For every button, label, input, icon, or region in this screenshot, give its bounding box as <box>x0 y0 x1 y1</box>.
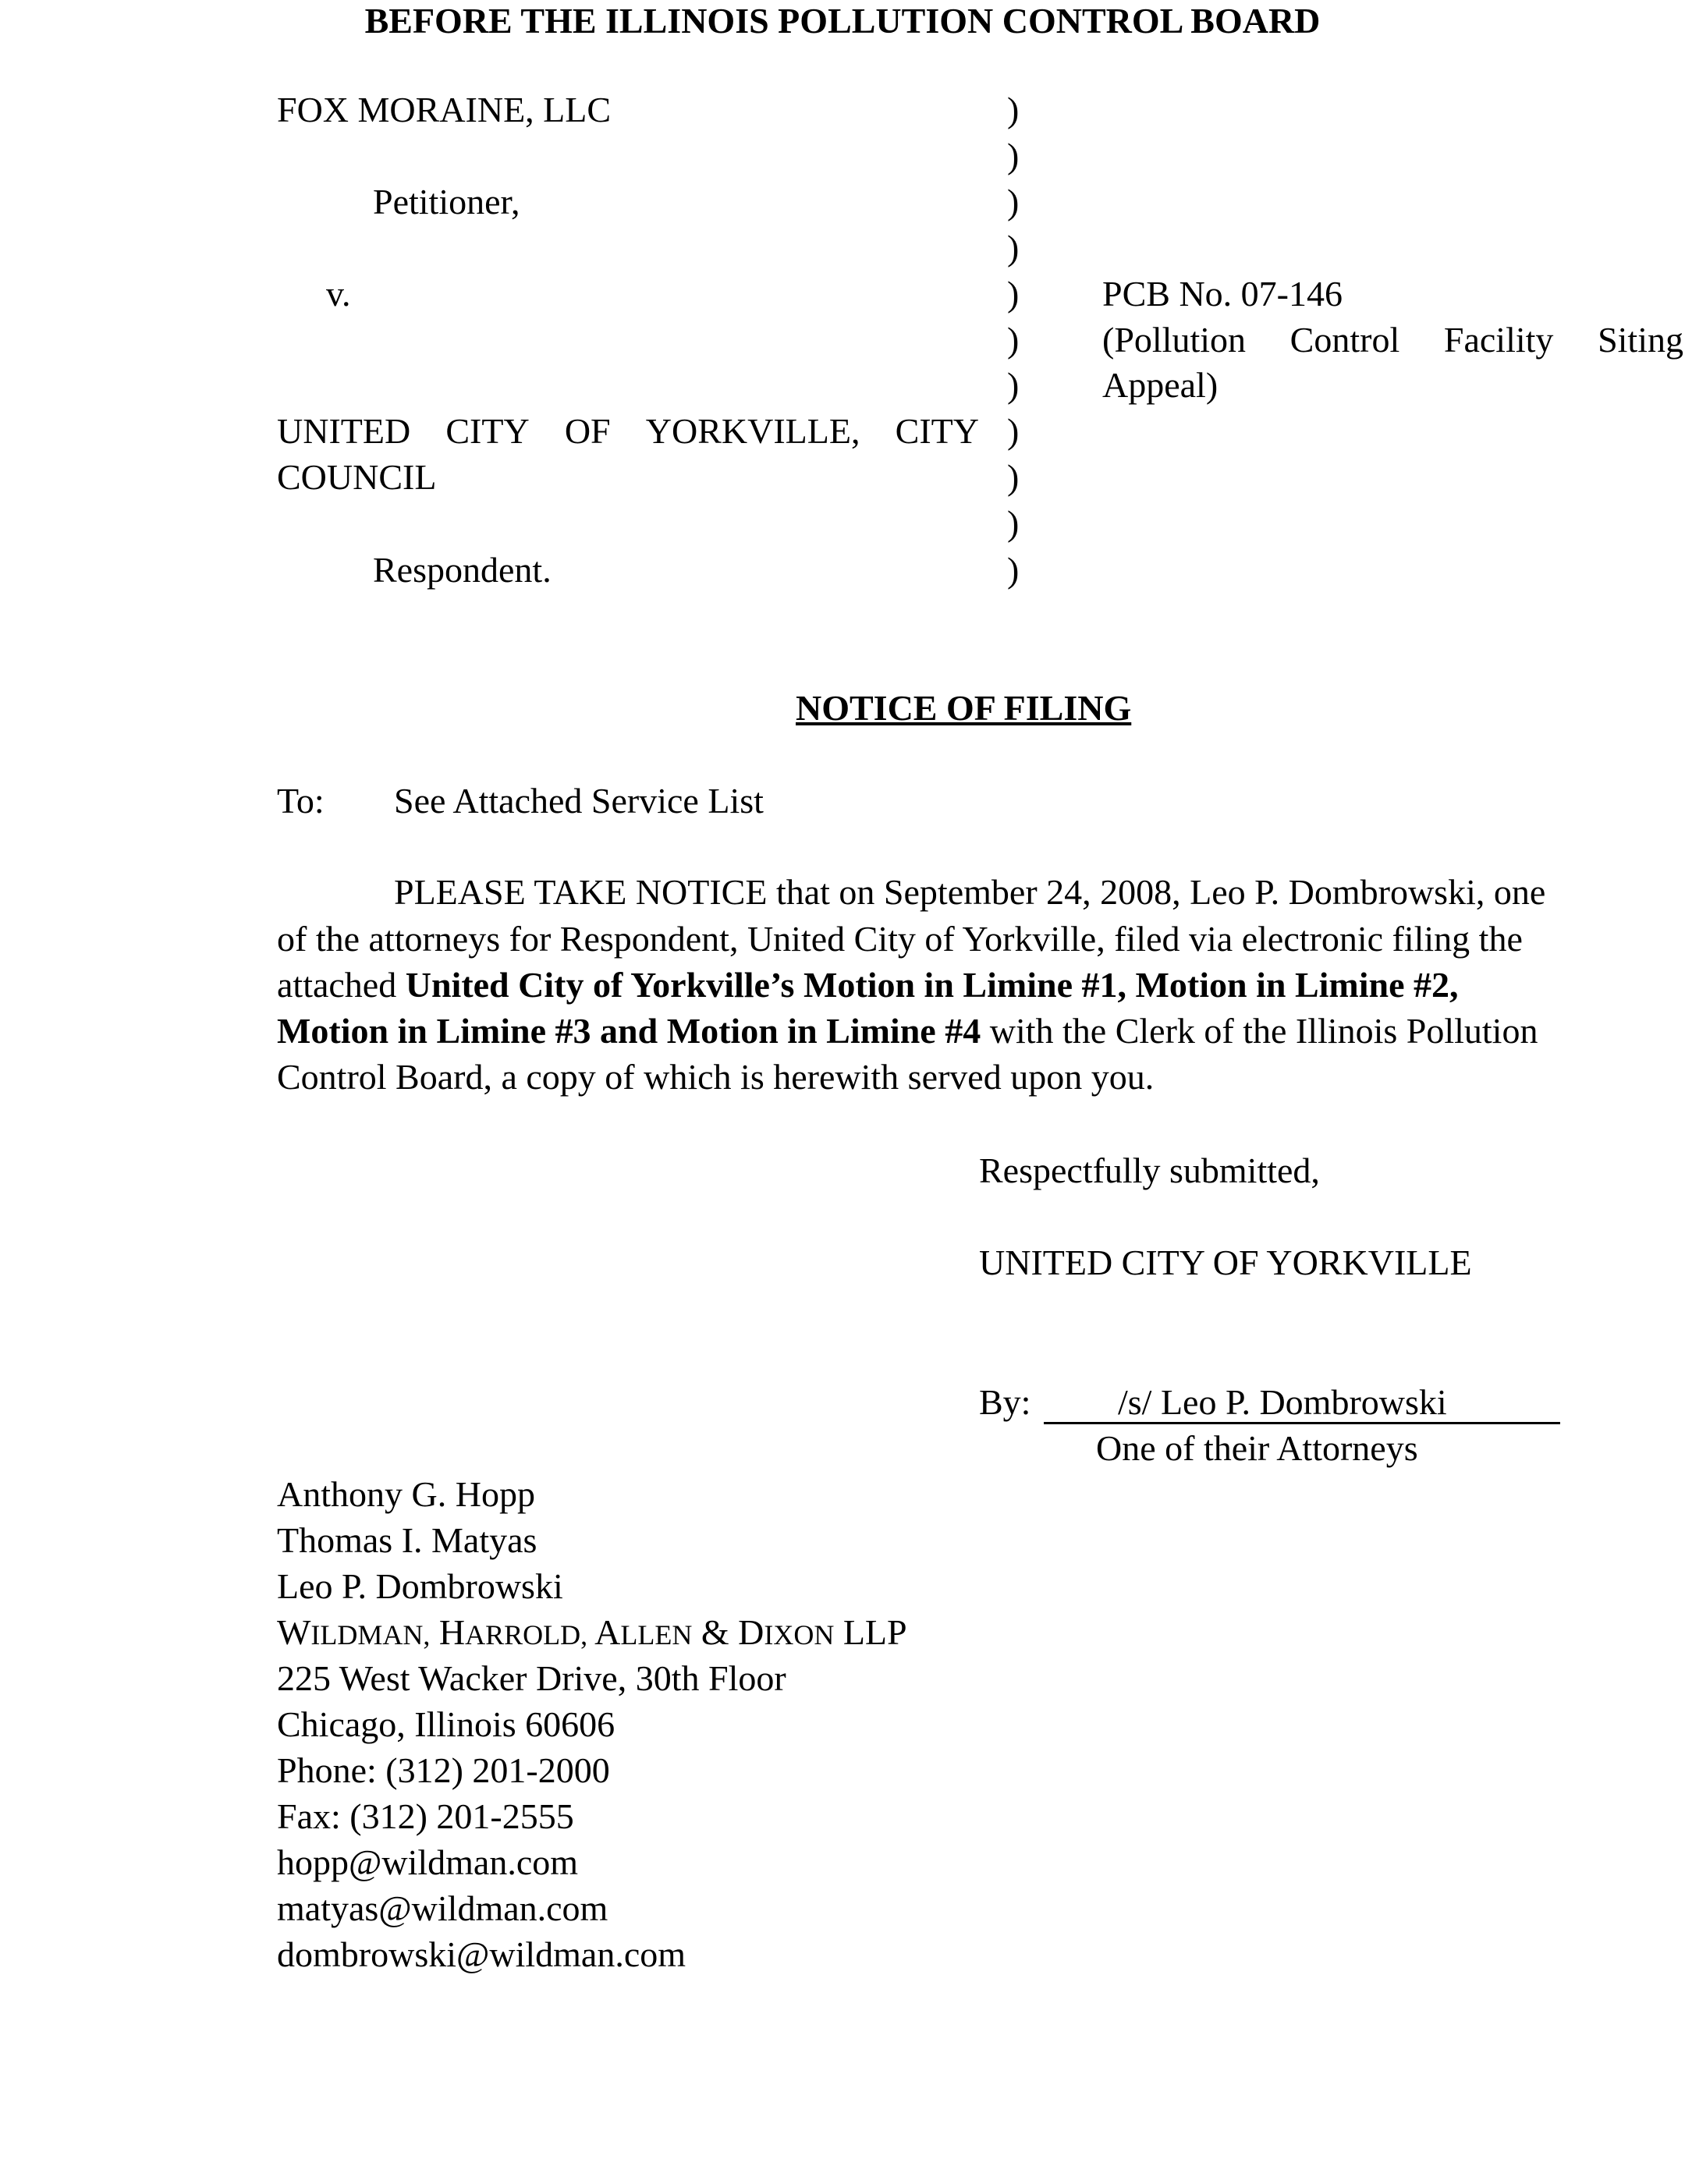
phone: Phone: (312) 201-2000 <box>277 1750 610 1790</box>
address-line: 225 West Wacker Drive, 30th Floor <box>277 1658 786 1698</box>
caption-paren: ) <box>1007 365 1020 405</box>
case-type-word: Facility <box>1443 320 1554 360</box>
firm-initial: W <box>277 1612 311 1652</box>
caption-paren: ) <box>1007 90 1020 129</box>
petitioner-name: FOX MORAINE, LLC <box>277 90 612 129</box>
caption-paren: ) <box>1007 136 1020 176</box>
signature-line <box>1044 1384 1560 1424</box>
case-type-line1 <box>1102 322 1683 358</box>
notice-paragraph-line <box>277 967 1459 1003</box>
case-type-word: (Pollution <box>1102 320 1247 360</box>
caption-paren: ) <box>1007 550 1020 590</box>
notice-heading: NOTICE OF FILING <box>796 688 1132 728</box>
attorney-name: Leo P. Dombrowski <box>277 1566 563 1606</box>
motions-list: United City of Yorkville’s Motion in Limine #1, Motion in Limine #2, <box>405 965 1459 1005</box>
e-signature: /s/ Leo P. Dombrowski <box>1118 1382 1447 1422</box>
closing: Respectfully submitted, <box>979 1150 1320 1190</box>
firm-smallcaps: LLEN <box>620 1619 693 1650</box>
caption-paren: ) <box>1007 182 1020 222</box>
case-type-word: Control <box>1289 320 1400 360</box>
respondent-word: OF <box>564 411 611 451</box>
notice-text: with the Clerk of the Illinois Pollution <box>981 1011 1538 1051</box>
case-type-line2: Appeal) <box>1102 365 1219 405</box>
respondent-name-line1 <box>277 413 979 449</box>
notice-paragraph-line: Control Board, a copy of which is herewith served upon you. <box>277 1057 1155 1097</box>
attorney-name: Thomas I. Matyas <box>277 1520 537 1560</box>
caption-paren: ) <box>1007 411 1020 451</box>
notice-text: attached <box>277 965 406 1005</box>
caption-paren: ) <box>1007 503 1020 543</box>
caption-paren: ) <box>1007 320 1020 360</box>
address-line: Chicago, Illinois 60606 <box>277 1704 615 1744</box>
firm-ampersand: & <box>701 1612 729 1652</box>
law-firm <box>277 1612 907 1652</box>
firm-llp: LLP <box>842 1612 907 1652</box>
petitioner-role: Petitioner, <box>373 182 520 222</box>
firm-smallcaps: IXON <box>764 1619 835 1650</box>
respondent-name-line2: COUNCIL <box>277 457 437 497</box>
signer-title: One of their Attorneys <box>1096 1428 1418 1468</box>
email-link[interactable]: matyas@wildman.com <box>277 1888 608 1928</box>
respondent-word: YORKVILLE, <box>645 411 860 451</box>
firm-initial: A <box>594 1612 621 1652</box>
respondent-word: CITY <box>895 411 979 451</box>
case-type-word: Siting <box>1598 320 1683 360</box>
attorney-name: Anthony G. Hopp <box>277 1474 535 1514</box>
motions-list: Motion in Limine #3 and Motion in Limine #4 <box>277 1011 981 1051</box>
firm-smallcaps: ILDMAN, <box>310 1619 431 1650</box>
caption-paren: ) <box>1007 274 1020 314</box>
notice-paragraph-line: of the attorneys for Respondent, United City of Yorkville, filed via electronic filing the <box>277 919 1523 959</box>
email-link[interactable]: dombrowski@wildman.com <box>277 1934 686 1974</box>
firm-smallcaps: ARROLD, <box>465 1619 588 1650</box>
fax: Fax: (312) 201-2555 <box>277 1796 574 1836</box>
respondent-role: Respondent. <box>373 550 552 590</box>
signing-party: UNITED CITY OF YORKVILLE <box>979 1243 1472 1282</box>
to-label: To: <box>277 781 325 821</box>
caption-paren: ) <box>1007 228 1020 268</box>
respondent-word: CITY <box>445 411 530 451</box>
notice-paragraph-line <box>277 1013 1538 1049</box>
notice-paragraph-line: PLEASE TAKE NOTICE that on September 24, 2008, Leo P. Dombrowski, one <box>394 872 1546 912</box>
to-value: See Attached Service List <box>394 781 764 821</box>
respondent-word: UNITED <box>277 411 411 451</box>
firm-initial: D <box>738 1612 764 1652</box>
versus: v. <box>326 274 351 314</box>
firm-initial: H <box>438 1612 466 1652</box>
page-title: BEFORE THE ILLINOIS POLLUTION CONTROL BOARD <box>364 1 1321 41</box>
caption-paren: ) <box>1007 457 1020 497</box>
email-link[interactable]: hopp@wildman.com <box>277 1842 579 1882</box>
by-label: By: <box>979 1382 1031 1422</box>
case-number: PCB No. 07-146 <box>1102 274 1343 314</box>
